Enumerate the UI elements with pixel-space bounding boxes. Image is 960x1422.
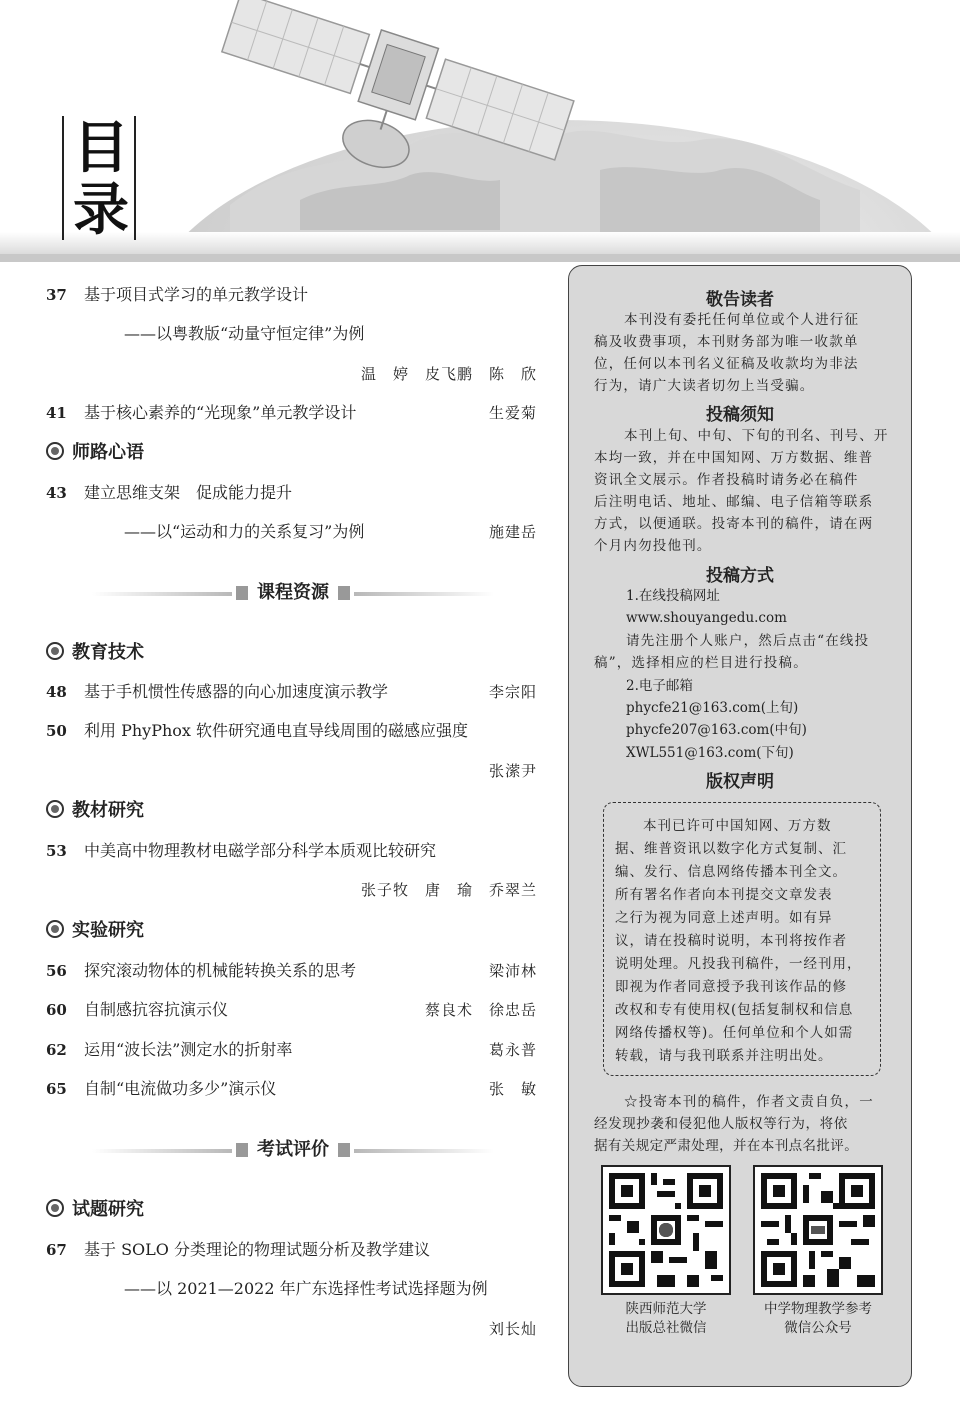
warning-line: ☆投寄本刊的稿件，作者文责自负，一 (624, 1094, 874, 1110)
notice-line: 本刊没有委托任何单位或个人进行征 (624, 312, 860, 328)
title-rule-left (62, 116, 64, 240)
section-heading-shiti: 试题研究 (46, 1198, 144, 1222)
section-heading-shiyan: 实验研究 (46, 919, 144, 943)
notice-title: 敬告读者 (706, 290, 774, 310)
copyright-title: 版权声明 (706, 772, 774, 792)
circle-bullet-icon (46, 920, 64, 938)
method-line: 请先注册个人账户，然后点击“在线投 (626, 633, 870, 649)
toc-page-number: 50 (46, 722, 67, 740)
toc-page-number: 43 (46, 484, 67, 502)
toc-article-authors: 李宗阳 (488, 683, 537, 701)
toc-article-title[interactable]: 基于手机惯性传感器的向心加速度演示教学 (84, 682, 389, 701)
toc-article-title[interactable]: 基于核心素养的“光现象”单元教学设计 (84, 403, 357, 422)
toc-page-number: 56 (46, 962, 67, 980)
page-title-char-1: 目 (73, 115, 129, 181)
toc-page-number: 60 (46, 1001, 67, 1019)
toc-article-authors: 施建岳 (488, 523, 537, 541)
qr-code-icon[interactable] (753, 1165, 883, 1295)
toc-article-subtitle: ——以粤教版“动量守恒定律”为例 (124, 324, 365, 343)
qr-caption-snnu: 陕西师范大学 出版总社微信 (625, 1301, 707, 1336)
submit-guide-line: 个月内勿投他刊。 (594, 538, 712, 554)
circle-bullet-icon (46, 800, 64, 818)
submit-guide-title: 投稿须知 (706, 405, 774, 425)
toc-page-number: 41 (46, 404, 67, 422)
toc-article-authors: 张潆尹 (488, 762, 537, 780)
warning-line: 经发现抄袭和侵犯他人版权等行为，将依 (594, 1116, 848, 1132)
toc-page-number: 65 (46, 1080, 67, 1098)
toc-page-number: 37 (46, 286, 67, 304)
toc-article-authors: 张 敏 (488, 1080, 537, 1098)
qr-caption-wechat: 中学物理教学参考 微信公众号 (764, 1301, 872, 1336)
submission-website-link[interactable]: www.shouyangedu.com (626, 610, 787, 626)
method-line: 1.在线投稿网址 (626, 588, 720, 604)
toc-article-title[interactable]: 运用“波长法”测定水的折射率 (84, 1040, 293, 1059)
submit-guide-line: 资讯全文展示。作者投稿时请务必在稿件 (594, 472, 859, 488)
category-divider-kecheng: 课程资源 (92, 582, 494, 604)
toc-article-authors: 蔡良术 徐忠岳 (424, 1001, 537, 1019)
toc-article-authors: 温 婷 皮飞鹏 陈 欣 (360, 365, 537, 383)
section-heading-jiaocai: 教材研究 (46, 799, 144, 823)
section-heading-jiaoyu: 教育技术 (46, 641, 144, 665)
warning-line: 据有关规定严肃处理，并在本刊点名批评。 (594, 1138, 859, 1154)
toc-article-title[interactable]: 自制“电流做功多少”演示仪 (84, 1079, 277, 1098)
email-link[interactable]: phycfe21@163.com(上旬) (626, 700, 799, 716)
page-title-char-2: 录 (73, 177, 129, 243)
toc-article-subtitle: ——以“运动和力的关系复习”为例 (124, 522, 365, 541)
toc-article-authors: 生爱菊 (488, 404, 537, 422)
email-link[interactable]: XWL551@163.com(下旬) (626, 745, 794, 761)
submit-guide-line: 后注明电话、地址、邮编、电子信箱等联系 (594, 494, 874, 510)
notice-line: 稿及收费事项，本刊财务部为唯一收款单 (594, 334, 859, 350)
method-line: 稿”，选择相应的栏目进行投稿。 (594, 655, 808, 671)
notice-line: 位，任何以本刊名义征稿及收款均为非法 (594, 356, 859, 372)
method-line: 2.电子邮箱 (626, 678, 693, 694)
submit-guide-line: 本均一致，并在中国知网、万方数据、维普 (594, 450, 874, 466)
toc-page-number: 53 (46, 842, 67, 860)
toc-page-number: 67 (46, 1241, 67, 1259)
notice-line: 行为，请广大读者切勿上当受骗。 (594, 378, 815, 394)
email-link[interactable]: phycfe207@163.com(中旬) (626, 722, 807, 738)
toc-article-authors: 刘长灿 (488, 1320, 537, 1338)
toc-article-title[interactable]: 利用 PhyPhox 软件研究通电直导线周围的磁感应强度 (84, 721, 469, 740)
toc-article-title[interactable]: 基于项目式学习的单元教学设计 (84, 285, 309, 304)
toc-article-title[interactable]: 探究滚动物体的机械能转换关系的思考 (84, 961, 357, 980)
satellite-globe-illustration (0, 0, 960, 262)
toc-page-number: 48 (46, 683, 67, 701)
toc-article-authors: 梁沛林 (488, 962, 537, 980)
toc-article-authors: 张子牧 唐 瑜 乔翠兰 (360, 881, 537, 899)
submit-method-title: 投稿方式 (706, 566, 774, 586)
circle-bullet-icon (46, 1199, 64, 1217)
qr-code-icon[interactable] (601, 1165, 731, 1295)
circle-bullet-icon (46, 642, 64, 660)
toc-article-authors: 葛永普 (488, 1041, 537, 1059)
section-heading-shilu: 师路心语 (46, 441, 144, 465)
category-divider-kaoshi: 考试评价 (92, 1139, 494, 1161)
toc-article-title[interactable]: 基于 SOLO 分类理论的物理试题分析及教学建议 (84, 1240, 430, 1259)
submit-guide-line: 本刊上旬、中旬、下旬的刊名、刊号、开 (624, 428, 889, 444)
toc-article-title[interactable]: 中美高中物理教材电磁学部分科学本质观比较研究 (84, 841, 437, 860)
toc-article-title[interactable]: 建立思维支架 促成能力提升 (84, 483, 293, 502)
header-banner (0, 0, 960, 262)
title-rule-right (134, 116, 136, 240)
circle-bullet-icon (46, 442, 64, 460)
toc-article-title[interactable]: 自制感抗容抗演示仪 (84, 1000, 229, 1019)
submit-guide-line: 方式，以便通联。投寄本刊的稿件，请在两 (594, 516, 874, 532)
copyright-statement: 本刊已许可中国知网、万方数 据、维普资讯以数字化方式复制、汇 编、发行、信息网络传播本刊全文。 所有署名作者向本刊提交文章发表 之行为视为同意上述声明。如有异 议，请在投稿时说明，本刊将按作者 说明处理。凡投我刊稿件，一经刊用， 即视为作者同意授予我刊该作品的修 改权和专有使用权(包括复制权和信息 网络传播权等)。任何单位和个人如需 转载，请与我刊联系并注明出处。 (615, 818, 862, 1064)
toc-page-number: 62 (46, 1041, 67, 1059)
toc-article-subtitle: ——以 2021—2022 年广东选择性考试选择题为例 (124, 1279, 488, 1298)
